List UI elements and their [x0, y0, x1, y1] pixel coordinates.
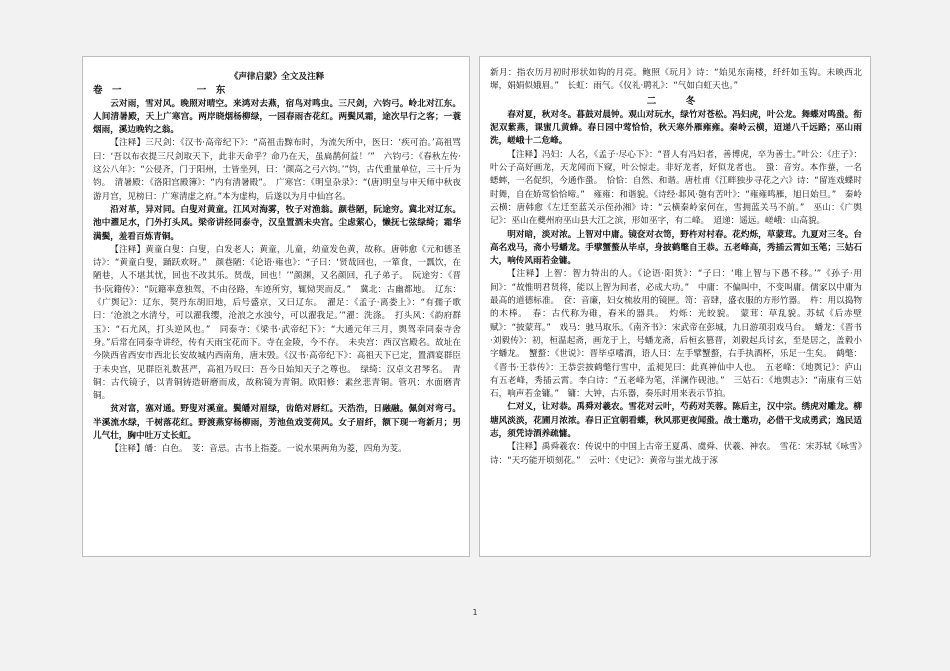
verse-paragraph: 贫对富，塞对通。野叟对溪童。鬓皤对眉绿，齿皓对唇红。天浩浩，日融融。佩剑对弯弓。半溪流水绿，千树落花红。野渡燕穿杨柳雨，芳池鱼戏芰荷风。女子眉纤，额下现一弯新月；男儿气壮，胸中吐万丈长虹。 — [93, 404, 461, 442]
verse-paragraph: 春对夏，秋对冬。暮鼓对晨钟。观山对玩水，绿竹对苍松。冯妇虎，叶公龙。舞蝶对鸣蛩。衔泥双紫燕，课蜜几黄蜂。春日园中莺恰恰，秋天寒外雁雍雍。秦岭云横，迢递八千远路；巫山雨洗，嵯峨十二危峰。 — [490, 109, 862, 147]
verse-paragraph: 云对雨，雪对风。晚照对晴空。来鸿对去燕，宿鸟对鸣虫。三尺剑，六钧弓。岭北对江东。人间清暑殿，天上广寒宫。两岸晓烟杨柳绿，一园春雨杏花红。两鬓风霜，途次早行之客；一蓑烟雨，溪边晚钓之翁。 — [93, 98, 461, 136]
section-heading-dong: 一 东 — [196, 85, 226, 97]
annotation-paragraph: 【注释】黄童白叟：白叟，白发老人；黄童，儿童，幼童发色黄，故称。唐韩愈《元和德圣诗》：“黄童白叟，踊跃欢呀。” 颜巷陋：《论语·雍也》：“子曰：‘贤哉回也，一箪食，一瓢饮，在陋巷，人不堪其忧，回也不改其乐。贤哉，回也！’”颜渊，又名颜回，孔子弟子。 阮途穷：《晋书·阮籍传》：“阮籍率意独驾，不由径路，车迹所穷，辄恸哭而反。” 冀北：古幽都地。 辽东：《广舆记》：辽东，契丹东胡旧地，后号盛京，又曰辽东。 濯足：《孟子·离娄上》：“有孺子歌曰：‘沧浪之水清兮，可以濯我缨，沧浪之水浊兮，可以濯我足。’”濯：洗涤。 打头风：《韵府群玉》：“石尤风，打头逆风也。” 同泰寺：《梁书·武帝纪下》：“大通元年三月，舆驾幸同泰寺舍身。”后常在同泰寺讲经，传有天雨宝花而下。寺在金陵，今不存。 未央宫：西汉宫殿名。故址在今陕西省西安市西北长安故城内西南角，唐末毁。《汉书·高帝纪下》：高祖天下已定，置酒宴群臣于未央宫，见群臣礼数甚严，高祖乃叹曰：吾今日始知天子之尊也。 绿绮：汉卓文君琴名。 青铜：古代镜子，以青铜铸造研磨而成，故称镜为青铜。欧阳修：素丝悲青铜。管巩：水面磨青铜。 — [93, 244, 461, 402]
verse-paragraph: 沿对革，异对同。白叟对黄童。江风对海雾，牧子对渔翁。颜巷陋，阮途穷。冀北对辽东。池中濯足水，门外打头风。梁帝讲经同泰寺，汉皇置酒未央宫。尘虑萦心，懒抚七弦绿绮；霜华满鬓，羞看百炼青铜。 — [93, 204, 461, 242]
right-column — [479, 56, 871, 557]
left-column — [82, 56, 470, 557]
section-heading-dong2: 二 冬 — [646, 95, 706, 107]
annotation-paragraph: 【注释】皤：白色。 芰：音忌。古书上指菱。一说水果两角为菱，四角为芰。 — [110, 444, 407, 455]
volume-label: 卷 一 — [93, 85, 122, 97]
annotation-paragraph: 【注释】上智：智力特出的人。《论语·阳货》：“子曰：‘唯上智与下愚不移。’”《孙子·用间》：“故惟明君贤将，能以上智为间者，必成大功。” 中庸：不偏叫中，不变叫庸。儒家以中庸为最高的道德标准。 奁：音廉，妇女梳妆用的镜匣。笥：音肆，盛衣服的方形竹器。 杵：用以捣物的木棒。 春：古代称为碓，舂米的器具。 灼烁：光皎貌。 蒙茸：草乱貌。苏轼《后赤壁赋》：“披蒙茸。” 戏马：驰马取乐。《南齐书》：宋武帝在彭城，九日游项羽戏马台。 蟠龙：《晋书·刘毅传》：初，桓温起斋，画龙于上，号蟠龙斋，后桓玄篡晋，刘毅起兵讨玄，至是居之，盖毅小字蟠龙。 蟹螯：《世说》：晋毕卓嗜酒，语人曰：左手擘蟹螯，右手执酒杯，乐足一生矣。 鹤氅：《晋书·王恭传》：王恭尝披鹤氅行雪中，孟昶见曰：此真神仙中人也。 五老峰：《地舆记》：庐山有五老峰，秀插云霄。李白诗：“五老峰为笔，洋澜作砚池。” 三姑石：《地舆志》：“南康有三姑石，响声若金镛。” 镛：大钟，古乐器，奏乐时用来表示节拍。 — [490, 269, 862, 400]
volume-heading — [93, 84, 461, 97]
verse-paragraph: 仁对义，让对恭。禹舜对羲农。雪花对云叶，芍药对芙蓉。陈后主，汉中宗。绣虎对雕龙。柳塘风淡淡，花圃月浓浓。春日正宜朝看蝶，秋风那更夜闻蛩。战士邀功，必借干戈成勇武；逸民适志，须凭诗酒养疏慵。 — [490, 402, 862, 440]
annotation-paragraph: 【注释】禹舜羲农：传说中的中国上古帝王夏禹、虞舜、伏羲、神农。 雪花：宋苏轼《咏雪》诗：“天巧能开顷刻花。” 云叶：《史记》：黄帝与蚩尤战于涿 — [490, 442, 862, 466]
annotation-paragraph: 【注释】三尺剑：《汉书·高帝纪下》：“高祖击黥布时，为流矢所中，医曰：‘疾可治。’高祖骂曰：‘吾以布衣提三尺剑取天下，此非天命乎？命乃在天，虽扁鹊何益！’” 六钧弓：《春秋左传·这公八年》：“公侵齐，门于阳州，士皆坐列，曰：‘颜高之弓六钧。’”钧，古代重量单位，三十斤为钧。 清暑殿：《洛阳宫殿簿》：“内有清暑殿”。 广寒宫：《明皇杂录》：“(唐)明皇与申天师中秋夜游月宫，见榜曰：广寒清虚之府。”本为虚构，后遂以为月中仙宫名。 — [93, 138, 461, 202]
annotation-paragraph: 【注释】冯妇：人名，《孟子·尽心下》：“晋人有冯妇者，善博虎，卒为善士。”叶公：《庄子》：叶公子高好画龙，天龙闻而下窥，叶公惊走。非好龙者，好似龙者也。 蛩：音穷。本作蛬，一名蟋蟀，一名促织，今通作蛩。 恰恰：自然、和谐。唐杜甫《江畔独步寻花之六》诗：“留连戏蝶时时舞，自在娇莺恰恰啼。” 雍雍：和谐貌。《诗经·邶风·匏有苦叶》：“雍雍鸣雁，旭日始旦。” 秦岭云横：唐韩愈《左迁至蓝关示侄孙湘》诗：“云横秦岭家何在，雪拥蓝关马不前。” 巫山：《广舆记》：巫山在夔州府巫山县大江之滨，形如巫字，有二峰。 迢递：遥远。嵯峨：山高貌。 — [490, 149, 862, 227]
verse-paragraph: 明对暗，淡对浓。上智对中庸。镜奁对衣笥，野杵对村春。花灼烁，草蒙茸。九夏对三冬。台高名戏马，斋小号蟠龙。手擘蟹螯从毕卓，身披鹤氅自王恭。五老峰高，秀插云霄如玉笔；三姑石大，响传风雨若金镛。 — [490, 229, 862, 267]
annotation-continuation: 新月：指农历月初时形状如钩的月亮。鲍照《玩月》诗：“始见东南楼，纤纤如玉钩。未映西北墀，娟娟似娥眉。” 长虹：雨气。《仪礼·聘礼》：“气如白虹天也。” — [490, 68, 862, 92]
page-number: 1 — [472, 608, 478, 617]
document-title: 《声律启蒙》全文及注释 — [229, 72, 325, 82]
